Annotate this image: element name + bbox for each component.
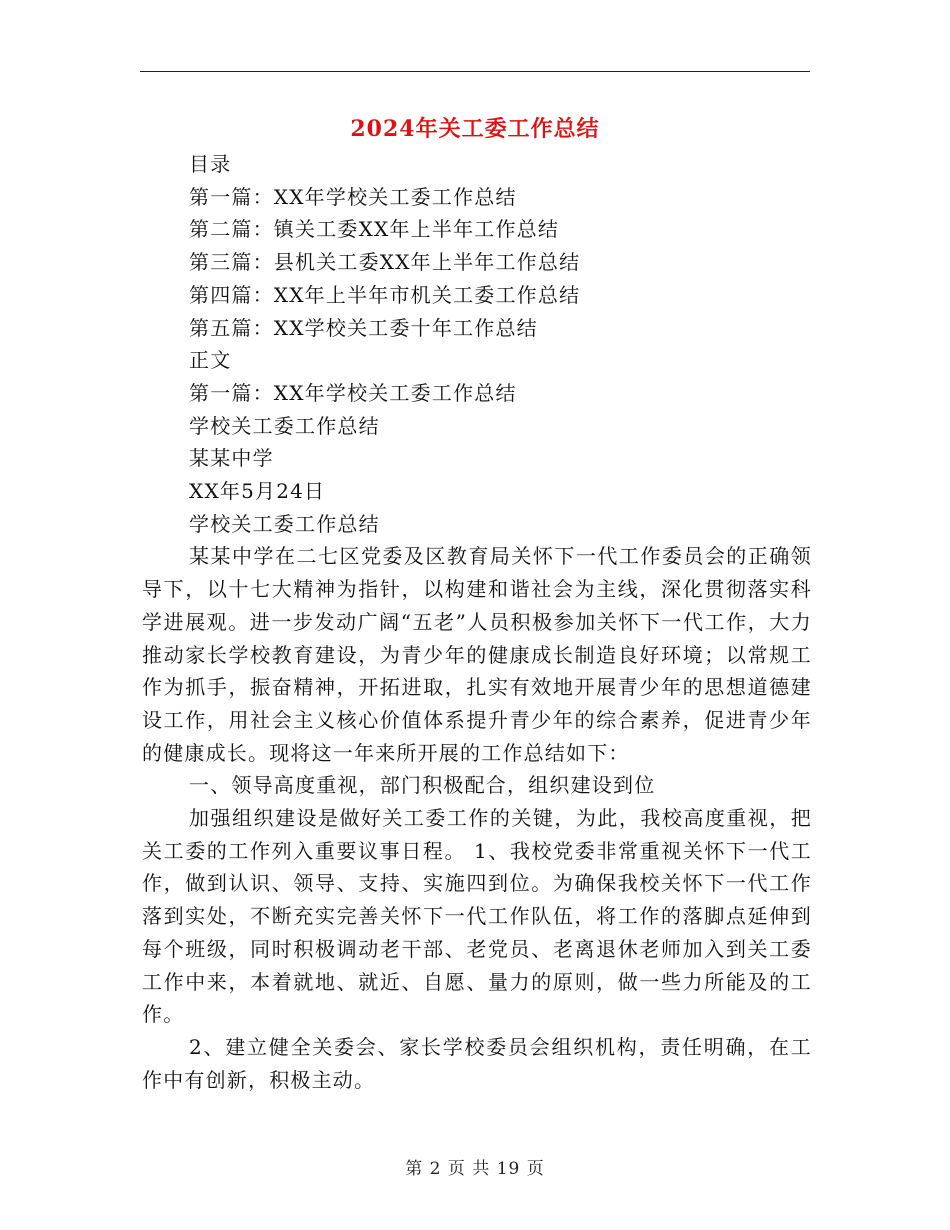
document-date: XX年5月24日 xyxy=(189,479,326,504)
body-paragraph: 2、建立健全关委会、家长学校委员会组织机构，责任明确，在工作中有创新，积极主动。 xyxy=(142,1034,812,1092)
toc-item: 第一篇：XX年学校关工委工作总结 xyxy=(189,184,517,209)
page-footer: 第 2 页 共 19 页 xyxy=(405,1159,545,1179)
header-rule xyxy=(140,71,810,72)
toc-item: 第二篇：镇关工委XX年上半年工作总结 xyxy=(189,217,560,242)
toc-heading: 目录 xyxy=(189,152,232,176)
main-heading: 正文 xyxy=(189,348,232,373)
part-title: 第一篇：XX年学校关工委工作总结 xyxy=(189,380,517,405)
section-heading: 一、领导高度重视，部门积极配合，组织建设到位 xyxy=(189,773,656,798)
document-title: 2024年关工委工作总结 xyxy=(350,116,600,142)
section-doc-title-repeat: 学校关工委工作总结 xyxy=(189,511,380,536)
body-paragraph: 某某中学在二七区党委及区教育局关怀下一代工作委员会的正确领导下，以十七大精神为指针，以构建和谐社会为主线，深化贯彻落实科学进展观。进一步发动广阔“五老”人员积极参加关怀下一代工作，大力推动家长学校教育建设，为青少年的健康成长制造良好环境；以常规工作为抓手，振奋精神，开拓进取，扎实有效地开展青少年的思想道德建设工作，用社会主义核心价值体系提升青少年的综合素养，促进青少年的健康成长。现将这一年来所开展的工作总结如下： xyxy=(142,544,812,765)
body-paragraph: 加强组织建设是做好关工委工作的关键，为此，我校高度重视，把关工委的工作列入重要议事日程。 1、我校党委非常重视关怀下一代工作，做到认识、领导、支持、实施四到位。为确保我校关怀下一代工作落到实处，不断充实完善关怀下一代工作队伍，将工作的落脚点延伸到每个班级，同时积极调动老干部、老党员、老离退休老师加入到关工委工作中来，本着就地、就近、自愿、量力的原则，做一些力所能及的工作。 xyxy=(142,806,812,1027)
toc-item: 第五篇：XX学校关工委十年工作总结 xyxy=(189,315,538,340)
document-body xyxy=(142,148,812,1096)
school-name: 某某中学 xyxy=(189,446,274,471)
toc-item: 第四篇：XX年上半年市机关工委工作总结 xyxy=(189,282,581,307)
toc-item: 第三篇：县机关工委XX年上半年工作总结 xyxy=(189,250,581,275)
section-doc-title: 学校关工委工作总结 xyxy=(189,413,380,438)
